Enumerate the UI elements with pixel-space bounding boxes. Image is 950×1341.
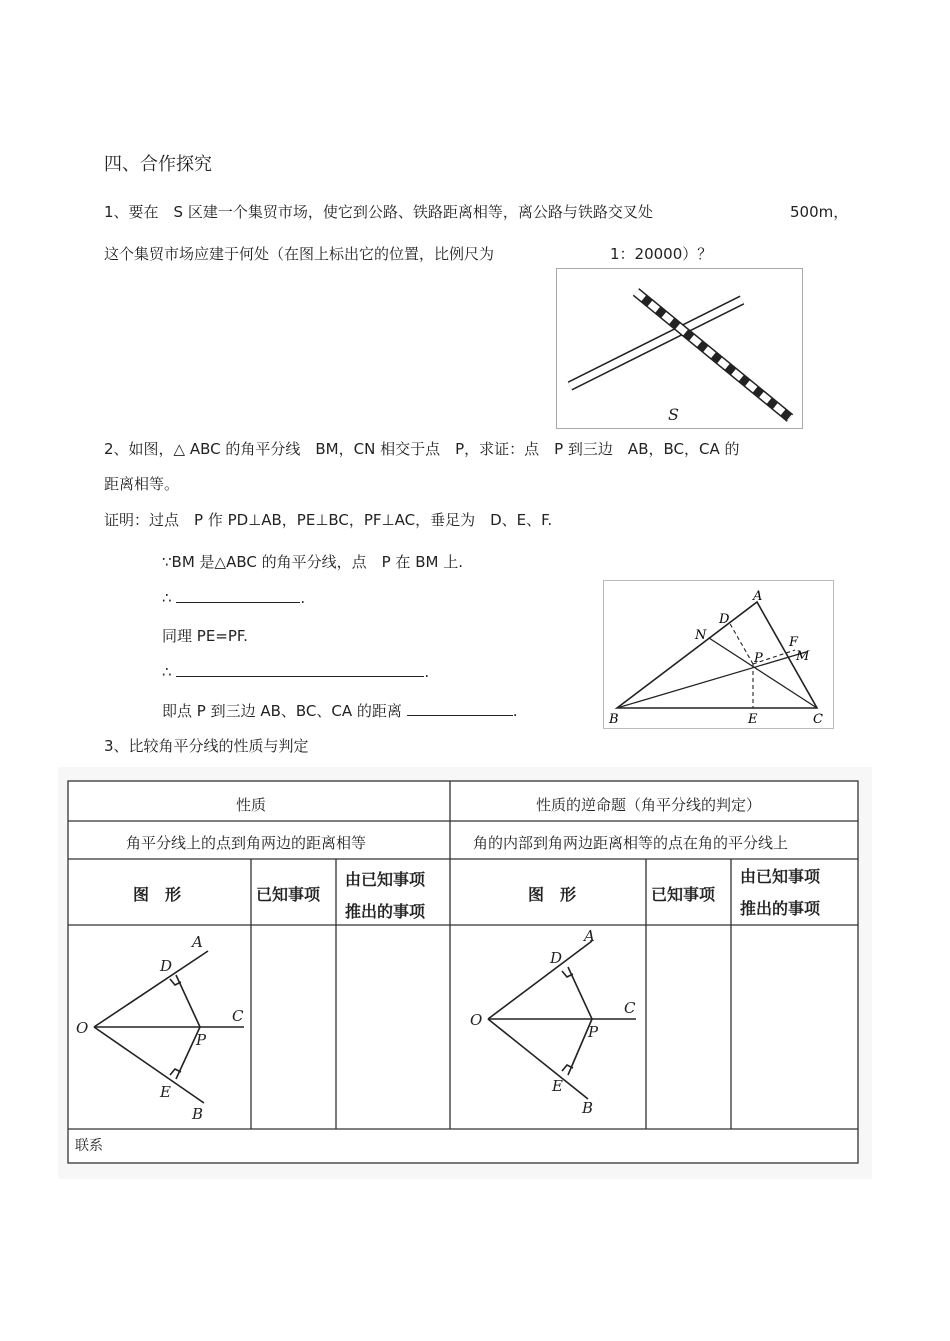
period: . — [512, 702, 518, 720]
section-title: 四、合作探究 — [104, 154, 212, 175]
col-derived-right-1: 由已知事项 — [740, 867, 821, 886]
q2-step5 — [162, 700, 517, 721]
label-c: C — [813, 712, 823, 727]
label-a: A — [584, 927, 595, 945]
q1-road-railway-figure — [556, 268, 804, 430]
label-e: E — [748, 712, 758, 727]
therefore-symbol: ∴ — [162, 589, 172, 607]
relation-answer-cell[interactable] — [118, 1130, 857, 1162]
label-b: B — [582, 1099, 594, 1117]
q1-line1: 1、要在 S 区建一个集贸市场，使它到公路、铁路距离相等，离公路与铁路交叉处 — [104, 203, 653, 221]
q3-title: 3、比较角平分线的性质与判定 — [104, 737, 309, 755]
comparison-table — [58, 767, 872, 1179]
header-property: 性质 — [236, 796, 267, 814]
step5-text: 即点 P 到三边 AB、BC、CA 的距离 — [162, 702, 402, 720]
label-p: P — [588, 1023, 599, 1041]
derived-cell-right[interactable] — [732, 926, 857, 1128]
label-n: N — [695, 628, 707, 643]
q1-scale: 1：20000）？ — [610, 245, 713, 263]
period: . — [300, 589, 306, 607]
q1-distance: 500m， — [790, 203, 849, 221]
label-c: C — [232, 1007, 244, 1025]
label-o: O — [470, 1011, 483, 1029]
q2-triangle-figure — [603, 580, 835, 730]
label-a: A — [192, 933, 203, 951]
q2-proof-intro: 证明：过点 P 作 PD⊥AB，PE⊥BC，PF⊥AC，垂足为 D、E、F. — [104, 511, 553, 529]
label-m: M — [796, 649, 810, 664]
col-figure-left: 图 形 — [133, 885, 182, 904]
answer-blank-3[interactable] — [407, 701, 513, 716]
statement-property: 角平分线上的点到角两边的距离相等 — [126, 834, 367, 852]
derived-cell-left[interactable] — [337, 926, 449, 1128]
q2-step1: ∵BM 是△ABC 的角平分线，点 P 在 BM 上. — [162, 553, 463, 571]
period: . — [424, 663, 430, 681]
label-p: P — [196, 1031, 207, 1049]
label-o: O — [76, 1019, 89, 1037]
label-f: F — [789, 635, 799, 650]
answer-blank-1[interactable] — [176, 588, 300, 603]
col-figure-right: 图 形 — [528, 885, 577, 904]
col-known-right: 已知事项 — [651, 885, 716, 904]
label-c: C — [624, 999, 636, 1017]
therefore-symbol: ∴ — [162, 663, 172, 681]
q2-step4 — [162, 662, 429, 681]
footer-relation: 联系 — [75, 1138, 103, 1154]
q1-figure-label-s: S — [668, 405, 679, 424]
angle-figure-property — [72, 927, 250, 1127]
label-e: E — [160, 1083, 171, 1101]
label-b: B — [192, 1105, 204, 1123]
label-d: D — [550, 949, 563, 967]
known-cell-right[interactable] — [647, 926, 730, 1128]
q2-line2: 距离相等。 — [104, 475, 180, 493]
header-converse: 性质的逆命题（角平分线的判定） — [536, 796, 762, 814]
answer-blank-2[interactable] — [176, 662, 424, 677]
angle-figure-converse — [458, 927, 644, 1127]
col-known-left: 已知事项 — [256, 885, 321, 904]
q1-line2: 这个集贸市场应建于何处（在图上标出它的位置，比例尺为 — [104, 245, 495, 263]
col-derived-right-2: 推出的事项 — [740, 899, 821, 918]
q2-line1: 2、如图，△ ABC 的角平分线 BM，CN 相交于点 P，求证：点 P 到三边 AB，BC，CA 的 — [104, 440, 740, 458]
col-derived-left-1: 由已知事项 — [345, 870, 426, 889]
label-p: P — [754, 651, 763, 666]
label-d: D — [160, 957, 173, 975]
label-d: D — [719, 612, 730, 627]
label-a: A — [753, 589, 763, 604]
label-e: E — [552, 1077, 563, 1095]
statement-converse: 角的内部到角两边距离相等的点在角的平分线上 — [473, 834, 789, 852]
known-cell-left[interactable] — [252, 926, 335, 1128]
col-derived-left-2: 推出的事项 — [345, 902, 426, 921]
q2-step3: 同理 PE=PF. — [162, 627, 248, 645]
label-b: B — [609, 712, 619, 727]
q2-step2 — [162, 588, 305, 607]
